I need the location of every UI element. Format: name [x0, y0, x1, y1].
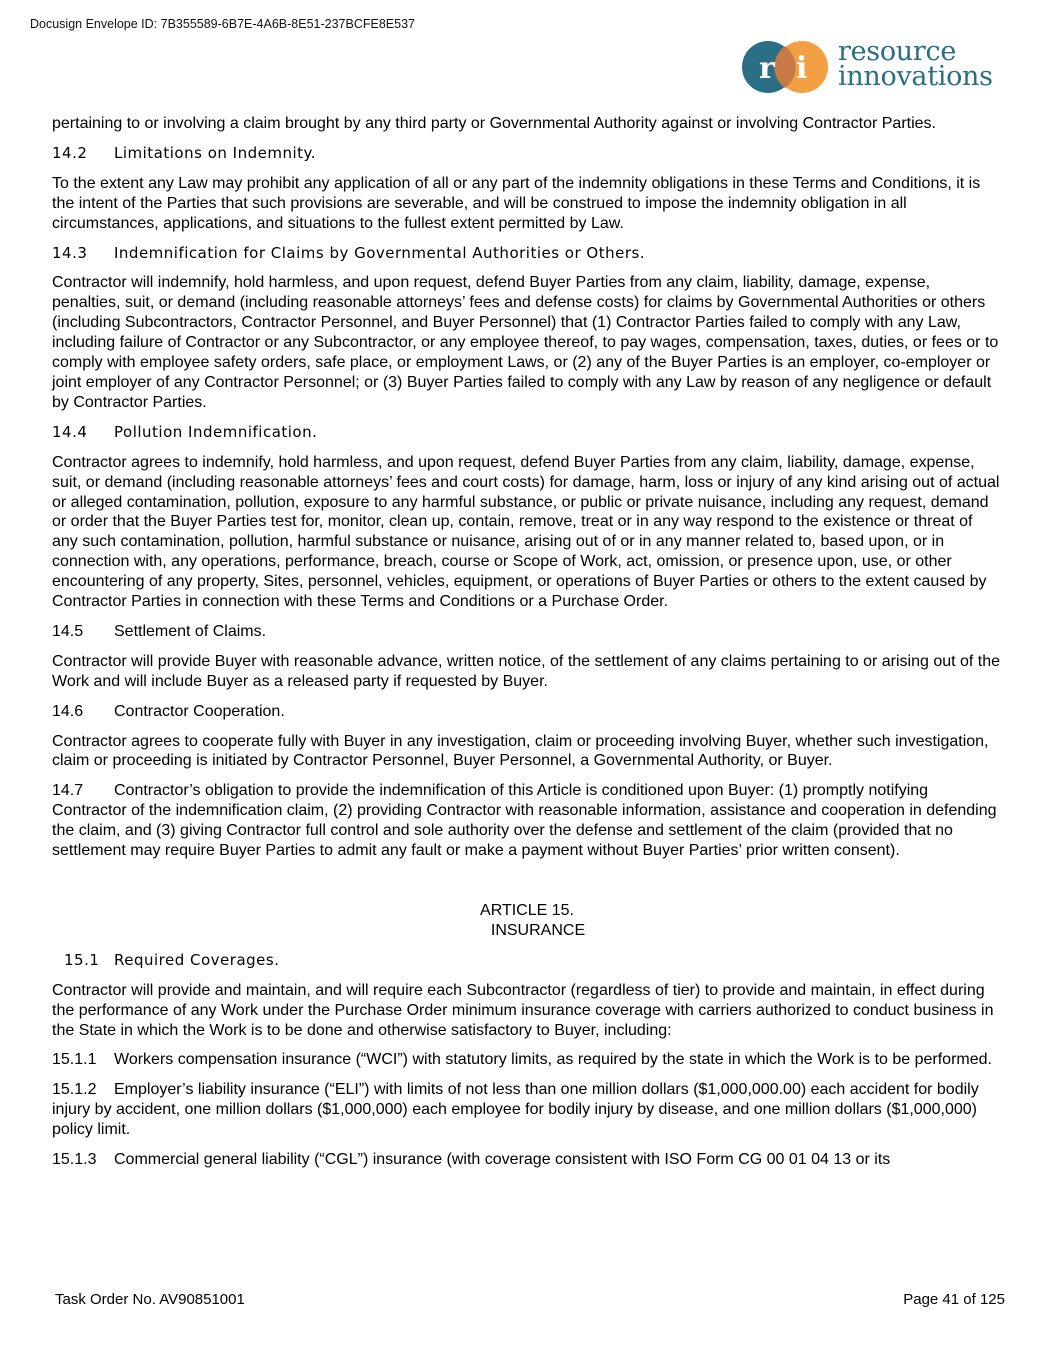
section-number: 14.5: [52, 622, 84, 640]
section-title: Pollution Indemnification.: [114, 422, 318, 441]
section-title: Contractor Cooperation.: [114, 702, 285, 720]
section-text: Employer’s liability insurance (“ELI”) with limits of not less than one million dollars ($1,000,000.00) each accident for bodily injury by accident, one million dollars ($1,000,000) each employee for bodily injury by disease, and one million dollars ($1,000,000) policy limit.: [52, 1081, 979, 1139]
section-title: Indemnification for Claims by Governmental Authorities or Others.: [114, 243, 646, 262]
logo-mark-icon: [740, 40, 834, 98]
section-number: 14.2: [52, 143, 88, 162]
section-title: Required Coverages.: [114, 950, 280, 969]
section-text: Workers compensation insurance (“WCI”) with statutory limits, as required by the state in which the Work is to be performed.: [114, 1051, 992, 1069]
footer-task-order: Task Order No. AV90851001: [55, 1291, 245, 1308]
logo-line2: innovations: [838, 61, 993, 92]
logo-line1: resource: [838, 36, 956, 67]
article-number: ARTICLE 15.: [480, 902, 574, 919]
section-text: Contractor’s obligation to provide the indemnification of this Article is conditioned upon Buyer: (1) promptly notifying Contractor of the indemnification claim, (2) providing Contractor with reasonable information, assistance and cooperation in defending the claim, and (3) giving Contractor full control and sole authority over the defense and settlement of the claim (provided that no settlement may require Buyer Parties to admit any fault or make a payment without Buyer Parties’ prior written consent).: [52, 782, 997, 860]
paragraph-14-2: To the extent any Law may prohibit any application of all or any part of the indemnity obligations in these Terms and Conditions, it is the intent of the Parties that such provisions are severable, and will be construed to impose the indemnity obligation in all circumstances, applications, and situations to the fullest extent permitted by Law.: [52, 174, 981, 232]
paragraph-15-1: Contractor will provide and maintain, and will require each Subcontractor (regardless of tier) to provide and maintain, in effect during the performance of any Work under the Purchase Order minimum insurance coverage with carriers authorized to conduct business in the State in which the Work is to be done and otherwise satisfactory to Buyer, including:: [52, 981, 994, 1039]
section-number: 14.6: [52, 702, 84, 720]
section-title: Settlement of Claims.: [114, 622, 267, 640]
paragraph-14-3: Contractor will indemnify, hold harmless, and upon request, defend Buyer Parties from any claim, liability, damage, expense, penalties, suit, or demand (including reasonable attorneys’ fees and defense costs) for claims by Governmental Authorities or others (including Subcontractors, Contractor Personnel, and Buyer Personnel) that (1) Contractor Parties failed to comply with any Law, including failure of Contractor or any Subcontractor, or any employee thereof, to pay wages, compensation, taxes, duties, or fees or to comply with employee safety orders, safe place, or employment Laws, or (2) any of the Buyer Parties is an employer, co-employer or joint employer of any Contractor Personnel; or (3) Buyer Parties failed to comply with any Law by reason of any negligence or default by Contractor Parties.: [52, 274, 999, 411]
paragraph-14-4: Contractor agrees to indemnify, hold harmless, and upon request, defend Buyer Parties from any claim, liability, damage, expense, suit, or demand (including reasonable attorneys’ fees and court costs) for damage, harm, loss or injury of any kind arising out of actual or alleged contamination, pollution, exposure to any harmful substance, or public or private nuisance, including any request, demand or order that the Buyer Parties test for, monitor, clean up, contain, remove, treat or in any way respond to the existence or threat of any such contamination, pollution, harmful substance or nuisance, arising out of or in any manner related to, based upon, or in connection with, any operations, performance, breach, course or Scope of Work, act, omission, or presence upon, use, or other encountering of any property, Sites, personnel, vehicles, equipment, or operations of Buyer Parties or others to the extent caused by Contractor Parties in connection with these Terms and Conditions or a Purchase Order.: [52, 453, 1000, 611]
section-number: 15.1.2: [52, 1081, 97, 1099]
heading-14-2: [52, 144, 1002, 164]
footer-page-number: Page 41 of 125: [903, 1291, 1005, 1308]
section-number: 15.1.3: [52, 1151, 97, 1169]
article-heading: [52, 901, 1002, 941]
heading-14-6: [52, 702, 1002, 722]
logo-text: [838, 36, 993, 92]
paragraph-14-7: [52, 781, 1002, 861]
paragraph-15-1-3: [52, 1150, 1002, 1170]
section-number: 14.7: [52, 782, 84, 800]
section-number: 14.3: [52, 243, 88, 262]
section-number: 15.1: [64, 950, 100, 969]
svg-text:r: r: [759, 51, 775, 86]
paragraph-15-1-1: [52, 1050, 1002, 1070]
section-title: Limitations on Indemnity.: [114, 143, 316, 162]
heading-14-3: [52, 244, 1002, 264]
section-number: 15.1.1: [52, 1051, 97, 1069]
paragraph-15-1-2: [52, 1080, 1002, 1140]
company-logo: [740, 36, 1015, 98]
heading-14-4: [52, 423, 1002, 443]
section-number: 14.4: [52, 422, 88, 441]
paragraph-14-5: Contractor will provide Buyer with reasonable advance, written notice, of the settlement of any claims pertaining to or arising out of the Work and will include Buyer as a released party if requested by Buyer.: [52, 652, 1001, 690]
paragraph-14-6: Contractor agrees to cooperate fully with Buyer in any investigation, claim or proceeding involving Buyer, whether such investigation, claim or proceeding is initiated by Contractor Personnel, Buyer Personnel, a Governmental Authority, or Buyer.: [52, 732, 989, 770]
heading-15-1: [52, 951, 1002, 971]
article-title: INSURANCE: [490, 921, 586, 939]
heading-14-5: [52, 622, 1002, 642]
envelope-id: Docusign Envelope ID: 7B355589-6B7E-4A6B-8E51-237BCFE8E537: [30, 17, 415, 31]
section-text: Commercial general liability (“CGL”) insurance (with coverage consistent with ISO Form CG 00 01 04 13 or its: [114, 1151, 891, 1169]
svg-text:i: i: [796, 51, 808, 86]
document-body: [52, 114, 1002, 1180]
paragraph-continuation: pertaining to or involving a claim brought by any third party or Governmental Authority against or involving Contractor Parties.: [52, 115, 936, 132]
